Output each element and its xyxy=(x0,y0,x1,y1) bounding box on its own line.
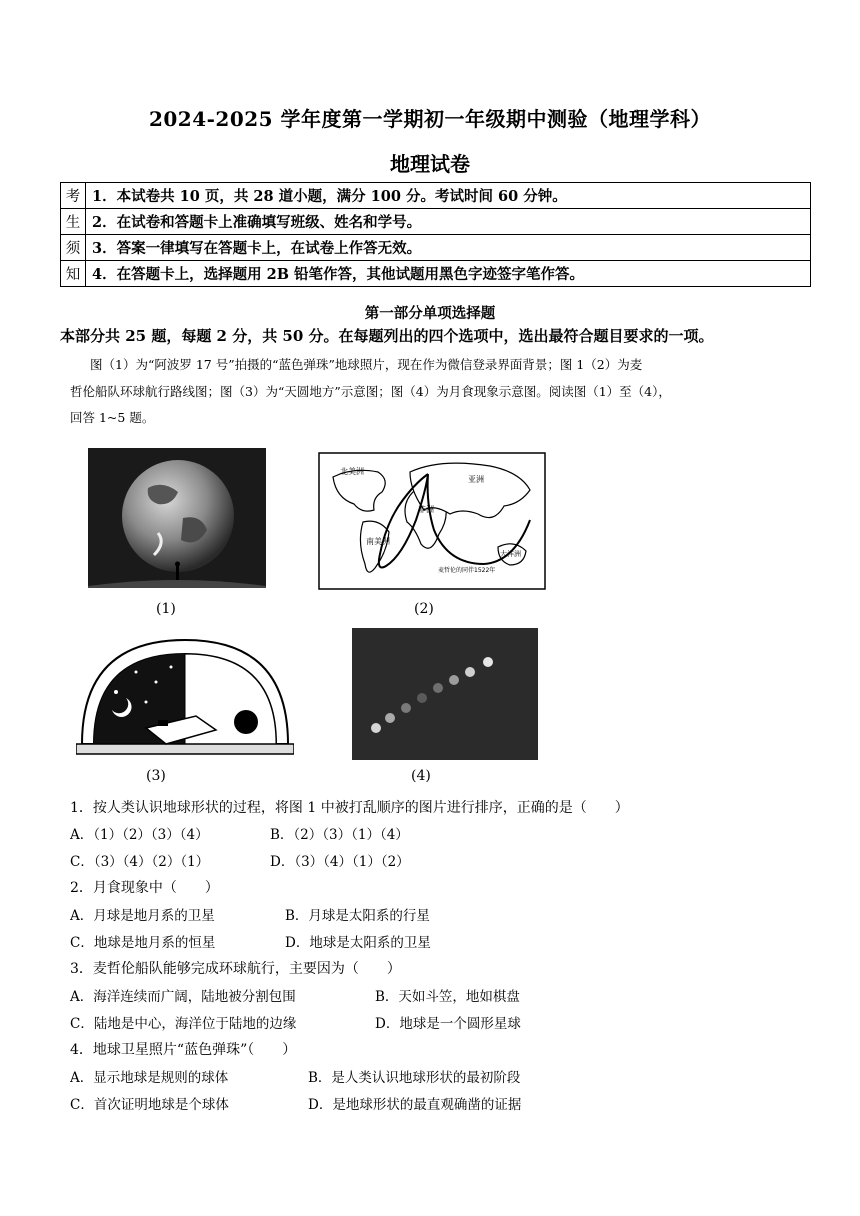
question-option: C．陆地是中心，海洋位于陆地的边缘 xyxy=(70,1016,297,1032)
notice-key: 知 xyxy=(61,261,86,287)
question-option: B．月球是太阳系的行星 xyxy=(285,908,430,924)
page-title: 2024-2025 学年度第一学期初一年级期中测验（地理学科） xyxy=(148,107,712,131)
question-stem: 4．地球卫星照片“蓝色弹珠”（ ） xyxy=(70,1042,297,1058)
notice-item: 1．本试卷共 10 页，共 28 道小题，满分 100 分。考试时间 60 分钟。 xyxy=(86,183,811,209)
section-title: 第一部分单项选择题 xyxy=(364,305,496,322)
intro-line: 回答 1~5 题。 xyxy=(70,410,155,425)
notice-key: 须 xyxy=(61,235,86,261)
page-subtitle: 地理试卷 xyxy=(390,152,470,176)
question-option: B．（2）（3）（1）（4） xyxy=(270,827,409,843)
figure-caption: (4) xyxy=(411,768,431,784)
round-sky-square-earth-figure xyxy=(76,632,294,760)
question-option: A．显示地球是规则的球体 xyxy=(70,1070,229,1086)
question-option: B．是人类认识地球形状的最初阶段 xyxy=(308,1070,521,1086)
question-option: A．月球是地月系的卫星 xyxy=(70,908,215,924)
notice-item: 2．在试卷和答题卡上准确填写班级、姓名和学号。 xyxy=(86,209,811,235)
map-label-south-america: 南美洲 xyxy=(366,537,390,546)
magellan-route-map xyxy=(318,452,546,590)
intro-line: 哲伦船队环球航行路线图；图（3）为“天圆地方”示意图；图（4）为月食现象示意图。阅读图（1）至（4）， xyxy=(70,384,671,399)
section-description: 本部分共 25 题，每题 2 分，共 50 分。在每题列出的四个选项中，选出最符合题目要求的一项。 xyxy=(60,327,714,345)
intro-line: 图（1）为“阿波罗 17 号”拍摄的“蓝色弹珠”地球照片，现在作为微信登录界面背景；图 1（2）为麦 xyxy=(90,357,643,372)
lunar-eclipse-photo xyxy=(352,628,538,760)
figure-caption: (2) xyxy=(414,601,434,617)
question-option: D．（3）（4）（1）（2） xyxy=(270,854,410,870)
map-label-asia: 亚洲 xyxy=(468,475,484,484)
question-stem: 3．麦哲伦船队能够完成环球航行，主要因为（ ） xyxy=(70,961,401,977)
figure-caption: (1) xyxy=(156,601,176,617)
map-label-north-america: 北美洲 xyxy=(340,467,364,476)
question-option: C．（3）（4）（2）（1） xyxy=(70,854,210,870)
map-label-oceania: 大洋洲 xyxy=(500,550,521,558)
exam-notice-table xyxy=(60,182,811,287)
figure-caption: (3) xyxy=(146,768,166,784)
map-label-africa: 非洲 xyxy=(418,505,434,514)
question-option: D．是地球形状的最直观确凿的证据 xyxy=(308,1097,522,1113)
notice-item: 4．在答题卡上，选择题用 2B 铅笔作答，其他试题用黑色字迹签字笔作答。 xyxy=(86,261,811,287)
notice-key: 考 xyxy=(61,183,86,209)
question-option: D．地球是一个圆形星球 xyxy=(375,1016,521,1032)
question-option: A．（1）（2）（3）（4） xyxy=(70,827,209,843)
question-option: C．地球是地月系的恒星 xyxy=(70,935,216,951)
question-option: D．地球是太阳系的卫星 xyxy=(285,935,431,951)
notice-key: 生 xyxy=(61,209,86,235)
question-option: B．天如斗笠，地如棋盘 xyxy=(375,989,520,1005)
notice-item: 3．答案一律填写在答题卡上，在试卷上作答无效。 xyxy=(86,235,811,261)
question-stem: 2．月食现象中（ ） xyxy=(70,880,219,896)
question-option: A．海洋连续而广阔，陆地被分割包围 xyxy=(70,989,296,1005)
question-option: C．首次证明地球是个球体 xyxy=(70,1097,229,1113)
question-stem: 1．按人类认识地球形状的过程，将图 1 中被打乱顺序的图片进行排序，正确的是（ ） xyxy=(70,800,629,816)
map-route-note: 麦哲伦的同伴1522年 xyxy=(438,567,496,574)
earth-photo-figure xyxy=(88,448,266,588)
